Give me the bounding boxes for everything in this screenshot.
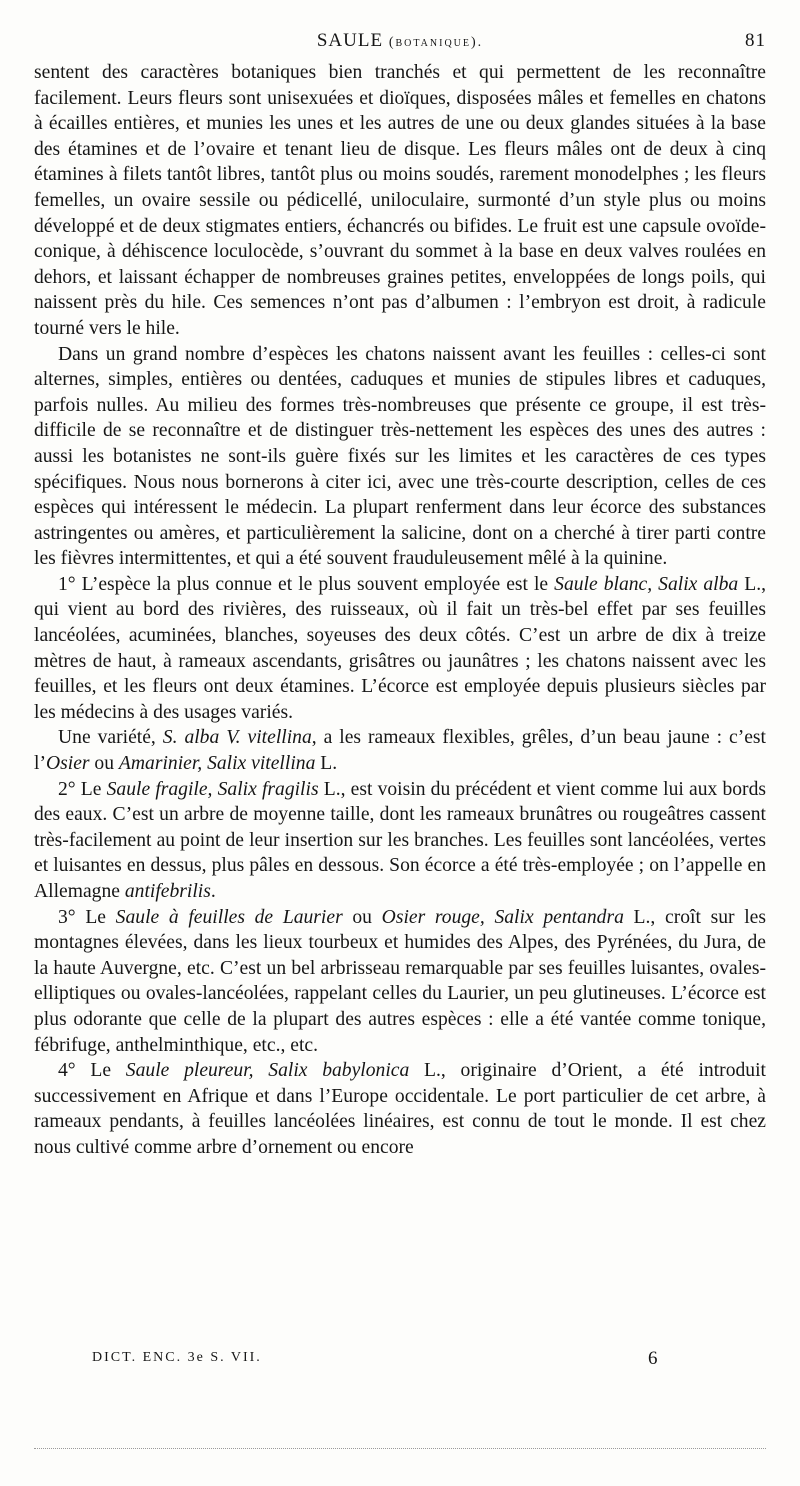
species-name: Saule blanc, Salix alba xyxy=(554,573,739,595)
species-name: Osier rouge, Salix pentandra xyxy=(381,906,624,928)
text-run: L. xyxy=(315,753,338,775)
paragraph-1: sentent des caractères botaniques bien tranchés et qui permettent de les reconnaître facilement. Leurs fleurs sont unisexuées et dioïques, disposées mâles et femelles en chatons à écailles entières, et munies les unes et les autres de une ou deux glandes situées à la base des étamines et de l’ovaire et tenant lieu de disque. Les fleurs mâles ont de deux à cinq étamines à filets tantôt libres, tantôt plus ou moins soudés, rarement monodelphes ; les fleurs femelles, un ovaire sessile ou pédicellé, uniloculaire, surmonté d’un style plus ou moins développé et de deux stigmates entiers, échancrés ou bifides. Le fruit est une capsule ovoïde-conique, à déhiscence loculocède, s’ouvrant du sommet à la base en deux valves roulées en dehors, et laissant échapper de nombreuses graines petites, enveloppées de longs poils, qui naissent près du hile. Ces semences n’ont pas d’albumen : l’embryon est droit, à radicule tourné vers le hile. xyxy=(34,62,766,339)
page-number: 81 xyxy=(745,30,766,51)
species-name: antifebrilis xyxy=(124,881,211,902)
paragraph-saule-pleureur xyxy=(34,1058,766,1160)
signature-mark: 6 xyxy=(648,1348,658,1369)
text-run: . xyxy=(210,881,216,902)
species-name: Saule à feuilles de Laurier xyxy=(115,906,343,928)
dotted-rule xyxy=(34,1448,766,1449)
paragraph-saule-blanc xyxy=(34,572,766,726)
text-run: 1° L’espèce la plus connue et le plus souvent employée est le xyxy=(58,573,555,595)
paragraph-salix-pentandra xyxy=(34,905,766,1059)
paragraph-vitellina xyxy=(34,725,766,776)
footer-reference: DICT. ENC. 3e S. VII. xyxy=(92,1350,262,1365)
text-run: Une variété, xyxy=(58,727,163,749)
paragraph-saule-fragile xyxy=(34,777,766,905)
header-title xyxy=(34,30,766,52)
text-run: 2° Le xyxy=(58,778,107,800)
text-run: L., originaire d’Orient, a été introduit successivement en Afrique et dans l’Europe occidentale. Le port particulier de cet arbre, à rameaux pendants, à feuilles lancéolées linéaires, est connu de tout le monde. Il est chez nous cultivé comme arbre d’ornement ou encore xyxy=(34,1060,766,1158)
document-page xyxy=(34,28,766,1161)
paragraph-2: Dans un grand nombre d’espèces les chatons naissent avant les feuilles : celles-ci sont alternes, simples, entières ou dentées, caduques et munies de stipules libres et caduques, parfois nulles. Au milieu des formes très-nombreuses que présente ce groupe, il est très-difficile de se reconnaître et de distinguer très-nettement les espèces des unes des autres : aussi les botanistes ne sont-ils guère fixés sur les limites et les caractères de ces types spécifiques. Nous nous bornerons à citer ici, avec une très-courte description, celles de ces espèces qui intéressent le médecin. La plupart renferment dans leur écorce des substances astringentes ou amères, et particulièrement la salicine, dont on a cherché à tirer parti contre les fièvres intermittentes, et qui a été souvent frauduleusement mêlé à la quinine. xyxy=(34,343,766,570)
text-run: ou xyxy=(89,753,119,775)
header-subtitle: (botanique). xyxy=(388,35,484,50)
text-run: L., croît sur les montagnes élevées, dans les lieux tourbeux et humides des Alpes, des Pyrénées, du Jura, de la haute Auvergne, etc. C’est un bel arbrisseau remarquable par ses feuilles luisantes, ovales-elliptiques ou ovales-lancéolées, rappelant celles du Laurier, un peu glutineuses. L’écorce est plus odorante que celle de la plupart des autres espèces : elle a été vantée comme tonique, fébrifuge, anthelminthique, etc., etc. xyxy=(34,906,766,1056)
running-header xyxy=(34,28,766,60)
species-name: S. alba V. vitellina xyxy=(162,727,312,749)
text-run: 3° Le xyxy=(58,906,116,928)
text-run: ou xyxy=(342,906,382,928)
species-name: Saule fragile, Salix fragilis xyxy=(106,778,319,800)
species-name: Osier xyxy=(45,753,90,775)
text-run: L., qui vient au bord des rivières, des ruisseaux, où il fait un très-bel effet par ses feuilles lancéolées, acuminées, blanches, soyeuses des deux côtés. C’est un arbre de dix à treize mètres de haut, à rameaux ascendants, grisâtres ou jaunâtres ; les chatons naissent avec les feuilles, et les fleurs ont deux étamines. L’écorce est employée depuis plusieurs siècles par les médecins à des usages variés. xyxy=(34,573,766,723)
text-run: 4° Le xyxy=(58,1060,126,1082)
text-run: L., est voisin du précédent et vient comme lui aux bords des eaux. C’est un arbre de moyenne taille, dont les rameaux brunâtres ou rougeâtres cassent très-facilement au point de leur insertion sur les branches. Les feuilles sont lancéolées, vertes et luisantes en dessus, plus pâles en dessous. Son écorce a été très-employée ; on l’appelle en Allemagne xyxy=(34,778,766,902)
header-title-word: SAULE xyxy=(316,30,384,51)
species-name: Saule pleureur, Salix babylonica xyxy=(125,1060,410,1082)
species-name: Amarinier, Salix vitellina xyxy=(118,753,316,775)
text-run: , a les rameaux flexibles, grêles, d’un beau jaune : c’est l’ xyxy=(34,727,767,775)
page-footer xyxy=(92,1348,692,1369)
body-text xyxy=(34,60,766,1161)
